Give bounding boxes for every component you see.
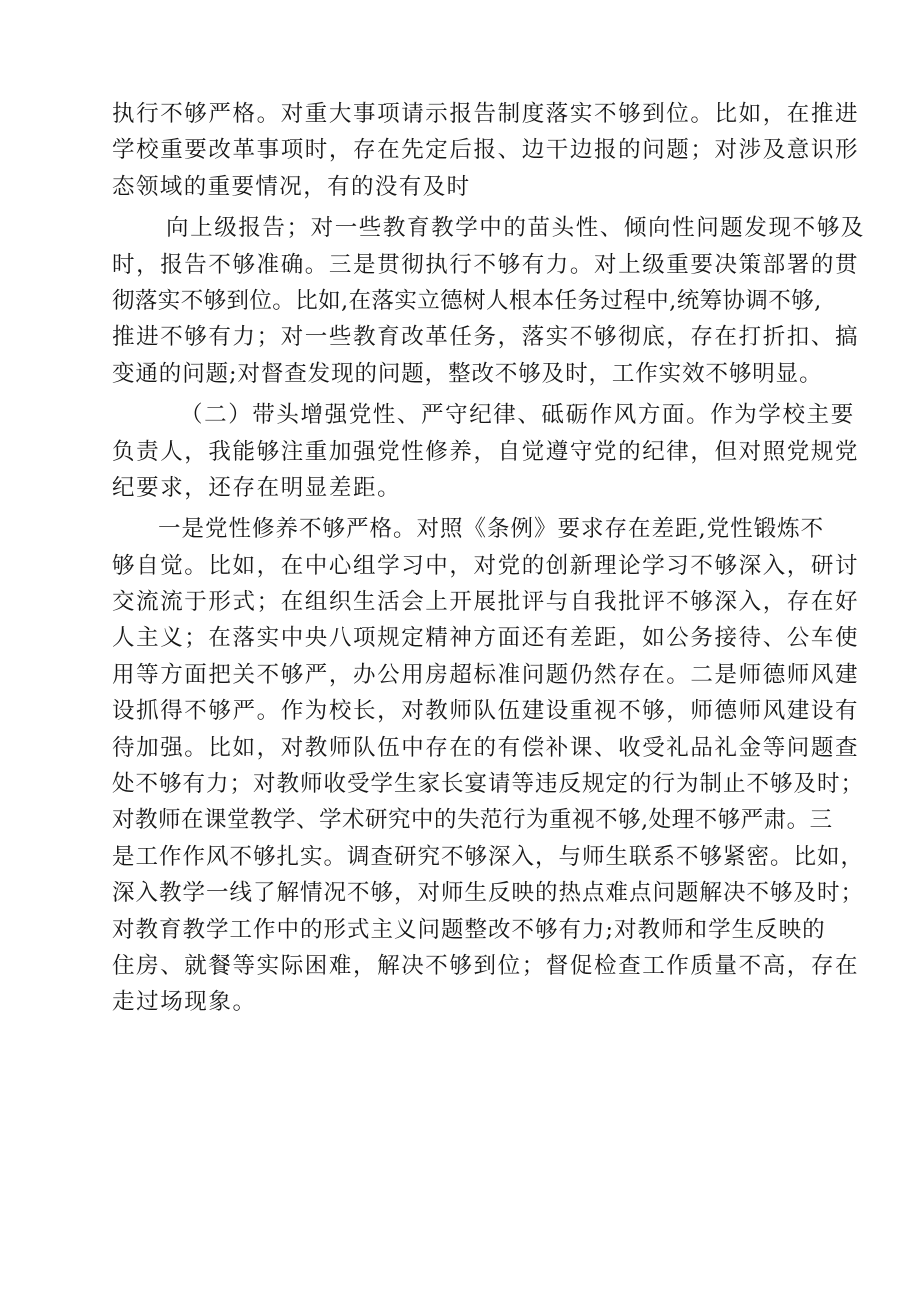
- text-line: 够自觉。比如，在中心组学习中，对党的创新理论学习不够深入，研讨: [112, 552, 860, 579]
- text-line: 变通的问题;对督查发现的问题，整改不够及时，工作实效不够明显。: [112, 360, 823, 387]
- text-line: 负责人，我能够注重加强党性修养，自觉遵守党的纪律，但对照党规党: [112, 438, 860, 465]
- text-line: 交流流于形式；在组织生活会上开展批评与自我批评不够深入，存在好: [112, 589, 860, 616]
- text-line: 设抓得不够严。作为校长，对教师队伍建设重视不够，师德师风建设有: [112, 698, 860, 725]
- text-line: 推进不够有力；对一些教育改革任务，落实不够彻底，存在打折扣、搞: [112, 324, 860, 351]
- section-heading-line: （二）带头增强党性、严守纪律、砥砺作风方面。作为学校主要: [180, 402, 855, 429]
- text-line: 用等方面把关不够严，办公用房超标准问题仍然存在。二是师德师风建: [112, 661, 860, 688]
- text-line: 时，报告不够准确。三是贯彻执行不够有力。对上级重要决策部署的贯: [112, 251, 860, 278]
- text-line: 对教育教学工作中的形式主义问题整改不够有力;对教师和学生反映的: [112, 916, 826, 943]
- text-line: 是工作作风不够扎实。调查研究不够深入，与师生联系不够紧密。比如，: [112, 843, 865, 870]
- text-line: 学校重要改革事项时，存在先定后报、边干边报的问题；对涉及意识形: [112, 137, 860, 164]
- text-line: 一是党性修养不够严格。对照《条例》要求存在差距,党性锻炼不: [158, 516, 825, 543]
- text-line: 人主义；在落实中央八项规定精神方面还有差距，如公务接待、公车使: [112, 625, 860, 652]
- text-line: 态领域的重要情况，有的没有及时: [112, 173, 471, 200]
- text-line: 走过场现象。: [112, 989, 257, 1016]
- text-line: 处不够有力；对教师收受学生家长宴请等违反规定的行为制止不够及时；: [112, 771, 865, 798]
- text-line: 纪要求，还存在明显差距。: [112, 474, 402, 501]
- text-line: 住房、就餐等实际困难，解决不够到位；督促检查工作质量不高，存在: [112, 952, 860, 979]
- text-line: 彻落实不够到位。比如,在落实立德树人根本任务过程中,统筹协调不够,: [112, 287, 822, 314]
- text-line: 待加强。比如，对教师队伍中存在的有偿补课、收受礼品礼金等问题查: [112, 734, 860, 761]
- text-line: 深入教学一线了解情况不够，对师生反映的热点难点问题解决不够及时；: [112, 880, 865, 907]
- text-line: 执行不够严格。对重大事项请示报告制度落实不够到位。比如，在推进: [112, 101, 860, 127]
- document-body: [112, 96, 865, 1021]
- text-line: 向上级报告；对一些教育教学中的苗头性、倾向性问题发现不够及: [166, 215, 865, 242]
- text-line: 对教师在课堂教学、学术研究中的失范行为重视不够,处理不够严肃。三: [112, 807, 833, 834]
